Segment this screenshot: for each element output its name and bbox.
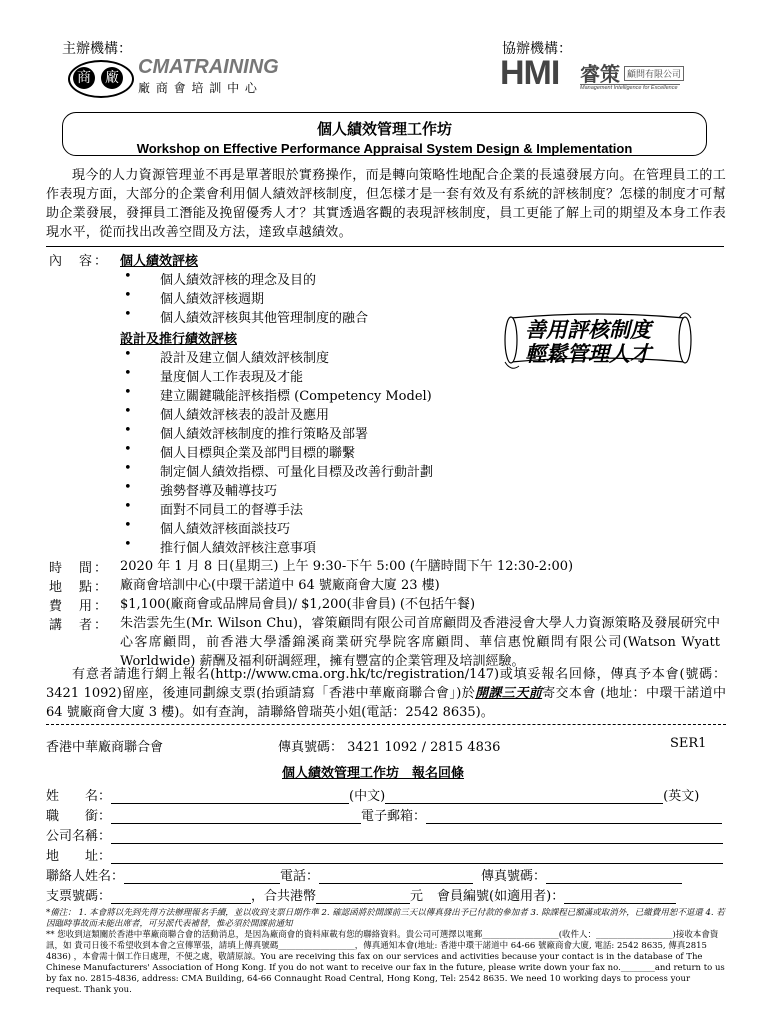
bullet: • (124, 404, 132, 419)
organizer-label: 主辦機構： (62, 41, 132, 57)
name-en-field[interactable] (385, 790, 663, 804)
section1-item: 個人績效評核的理念及目的 (160, 273, 317, 288)
cma-logo-text: CMATRAINING (138, 56, 279, 78)
speaker-value: 朱浩雲先生(Mr. Wilson Chu)，睿策顧問有限公司首席顧問及香港浸會大學人力資源策略及發展研究中心客席顧問，前香港大學潘錦溪商業研究學院客席顧問、華信惠悅顧問有限公司(Watson Wyatt Worldwide) 薪酬及福利研調經理，擁有豐富的企業管理及培訓經驗。 (120, 616, 720, 669)
bullet: • (124, 518, 132, 533)
name-cn-field[interactable] (111, 790, 349, 804)
cut-line (46, 724, 726, 725)
venue-label: 地 點： (49, 580, 110, 595)
form-code: SER1 (670, 736, 707, 751)
bullet: • (124, 442, 132, 457)
cma-sub: 廠 商 會 培 訓 中 心 (138, 81, 258, 95)
section2-item: 強勢督導及輔導技巧 (160, 484, 278, 499)
cma-seal-char-2: 廠 (101, 67, 123, 89)
scroll-line-1: 善用評核制度 (525, 317, 651, 342)
contact-field[interactable] (124, 870, 280, 884)
registration-part1: 有意者請進行網上報名(http://www.cma.org.hk/tc/registration/147)或填妥報名回條，傳真予本會(號碼：3421 1092)留座，後連同劃線支票(抬頭請寫「香港中華廠商聯合會」)於 (46, 667, 726, 701)
section2-item: 個人績效評核制度的推行策略及部署 (160, 427, 369, 442)
section2-item: 設計及建立個人績效評核制度 (160, 351, 330, 366)
section2-item: 制定個人績效指標、可量化目標及改善行動計劃 (160, 465, 434, 480)
bullet: • (124, 499, 132, 514)
section2-item: 建立關鍵職能評核指標 (Competency Model) (160, 389, 432, 404)
member-field[interactable] (564, 890, 676, 904)
company-label: 公司名稱： (46, 829, 112, 844)
bullet: • (124, 385, 132, 400)
phone-label: 電話： (280, 869, 320, 884)
title-box (62, 112, 707, 156)
contact-row (46, 865, 682, 884)
time-label: 時 間： (49, 561, 110, 576)
cheque-row (46, 885, 676, 904)
section2-item: 量度個人工作表現及才能 (160, 370, 304, 385)
form-fax: 傳真號碼： 3421 1092 / 2815 4836 (278, 740, 501, 755)
bullet: • (124, 366, 132, 381)
name-cn-suffix: (中文) (349, 789, 386, 804)
form-title: 個人績效管理工作坊 報名回條 (282, 766, 465, 781)
position-field[interactable] (111, 810, 361, 824)
section1-item: 個人績效評核與其他管理制度的融合 (160, 311, 369, 326)
position-label: 職 銜： (46, 809, 112, 824)
time-value: 2020 年 1 月 8 日(星期三) 上午 9:30-下午 5:00 (午膳時間下午 12:30-2:00) (120, 559, 574, 574)
footnotes (46, 908, 728, 996)
amount-field[interactable] (316, 890, 410, 904)
note-line-1: *備注： 1. 本會將以先到先得方法辦理報名手續，並以收到支票日期作準 2. 確認函將於開課前三天以傳真發出予已付款的參加者 3. 除課程已額滿或取消外，已繳費用恕不退還 4. 若因臨時事故而未能出席者，可另派代表補替，惟必須於開課前通知 (46, 908, 725, 929)
coorganizer-label: 協辦機構： (502, 41, 572, 57)
section1-title: 個人績效評核 (120, 254, 199, 269)
fee-label: 費 用： (49, 599, 110, 614)
intro-paragraph: 現今的人力資源管理並不再是單著眼於實務操作，而是轉向策略性地配合企業的長遠發展方向。在管理員工的工作表現方面，大部分的企業會利用個人績效評核制度，但怎樣才是一套有效及有系統的評核制度？怎樣的制度才可幫助企業發展，發揮員工潛能及挽留優秀人才？其實透過客觀的表現評核制度，員工更能了解上司的期望及本身工作表現水平，從而找出改善空間及方法，達致卓越績效。 (46, 168, 726, 240)
address-field[interactable] (111, 850, 723, 864)
contact-label: 聯絡人姓名： (46, 869, 125, 884)
section2-title: 設計及推行績效評核 (120, 332, 238, 347)
section2-item: 個人績效評核面談技巧 (160, 522, 291, 537)
address-row (46, 845, 723, 864)
company-field[interactable] (111, 830, 723, 844)
cma-logo (68, 58, 318, 98)
title-en: Workshop on Effective Performance Appraisal System Design & Implementation (136, 141, 633, 156)
content-section (46, 246, 724, 669)
content-label: 內 容： (49, 254, 110, 269)
fee-value: $1,100(廠商會或品牌局會員)/ $1,200(非會員) (不包括午餐) (120, 597, 476, 612)
section1-item: 個人績效評核週期 (160, 292, 265, 307)
hmi-cn: 睿策 (580, 62, 620, 86)
bullet: • (124, 288, 132, 303)
bullet: • (124, 480, 132, 495)
company-row (46, 825, 723, 844)
member-label: 會員編號(如適用者)： (437, 889, 565, 904)
cma-seal-char-1: 商 (73, 67, 95, 89)
name-label: 姓 名： (46, 789, 112, 804)
bullet: • (124, 347, 132, 362)
section2-item: 推行個人績效評核注意事項 (160, 541, 317, 556)
hmi-text: HMI (500, 54, 560, 92)
bullet: • (124, 537, 132, 552)
phone-field[interactable] (319, 870, 473, 884)
bullet: • (124, 461, 132, 476)
bullet: • (124, 269, 132, 284)
speaker-label: 講 者： (49, 618, 110, 633)
note-line-2: ** 您收到這類關於香港中華廠商聯合會的活動消息，是因為廠商會的資料庫載有您的聯絡資料。貴公司可選擇以電郵__________________(收件人：__________________)接收本會資訊，如 貴司日後不希望收到本會之宣傳單張，請填上傳真號碼__________________，傳真通知本會(地址: 香港中環干諾道中 64-66 號廠商會大廈, 電話: 2542 8635, 傳真2815 4836) ，本會需十個工作日處理，不便之處，敬請原諒。You are receiving this fax on our services and activities because your contact is in the database of The Chinese Manufacturers' Association of Hong Kong. If you do not want to receive our fax in the future, please write down your fax no.________and return to us by fax no. 2815-4836, address: CMA Building, 64-66 Connaught Road Central, Hong Kong, Tel: 2542 8635. We need 10 working days to process your request. Thank you. (46, 930, 725, 995)
scroll-text (525, 318, 651, 366)
hmi-tag: Management Intelligence for Excellence (580, 84, 680, 91)
section2-item: 面對不同員工的督導手法 (160, 503, 304, 518)
fax-label: 傳真號碼： (481, 869, 547, 884)
email-label: 電子郵箱： (361, 809, 427, 824)
name-en-suffix: (英文) (663, 789, 700, 804)
section2-item: 個人目標與企業及部門目標的聯繫 (160, 446, 356, 461)
name-row (46, 785, 699, 804)
address-label: 地 址： (46, 849, 112, 864)
registration-part2: 寄交本會 (地址：中環干諾道中 64 號廠商會大廈 3 樓)。如有查詢，請聯絡曾瑞英小姐(電話：2542 8635)。 (46, 686, 726, 720)
registration-info (46, 665, 726, 722)
cheque-field[interactable] (111, 890, 251, 904)
fax-field[interactable] (546, 870, 682, 884)
bullet: • (124, 307, 132, 322)
position-row (46, 805, 722, 824)
email-field[interactable] (426, 810, 722, 824)
dollar-label: 元 (410, 889, 424, 904)
scroll-line-2: 輕鬆管理人才 (525, 341, 651, 366)
amount-label: ，合共港幣 (251, 889, 317, 904)
cheque-label: 支票號碼： (46, 889, 112, 904)
bullet: • (124, 423, 132, 438)
hmi-cn2: 顧問有限公司 (624, 66, 684, 81)
section2-item: 個人績效評核表的設計及應用 (160, 408, 330, 423)
form-org: 香港中華廠商聯合會 (46, 740, 164, 755)
hmi-logo (500, 56, 700, 102)
registration-deadline: 開課三天前 (475, 686, 543, 701)
venue-value: 廠商會培訓中心(中環干諾道中 64 號廠商會大廈 23 樓) (120, 578, 440, 593)
title-zh: 個人績效管理工作坊 (316, 120, 452, 138)
